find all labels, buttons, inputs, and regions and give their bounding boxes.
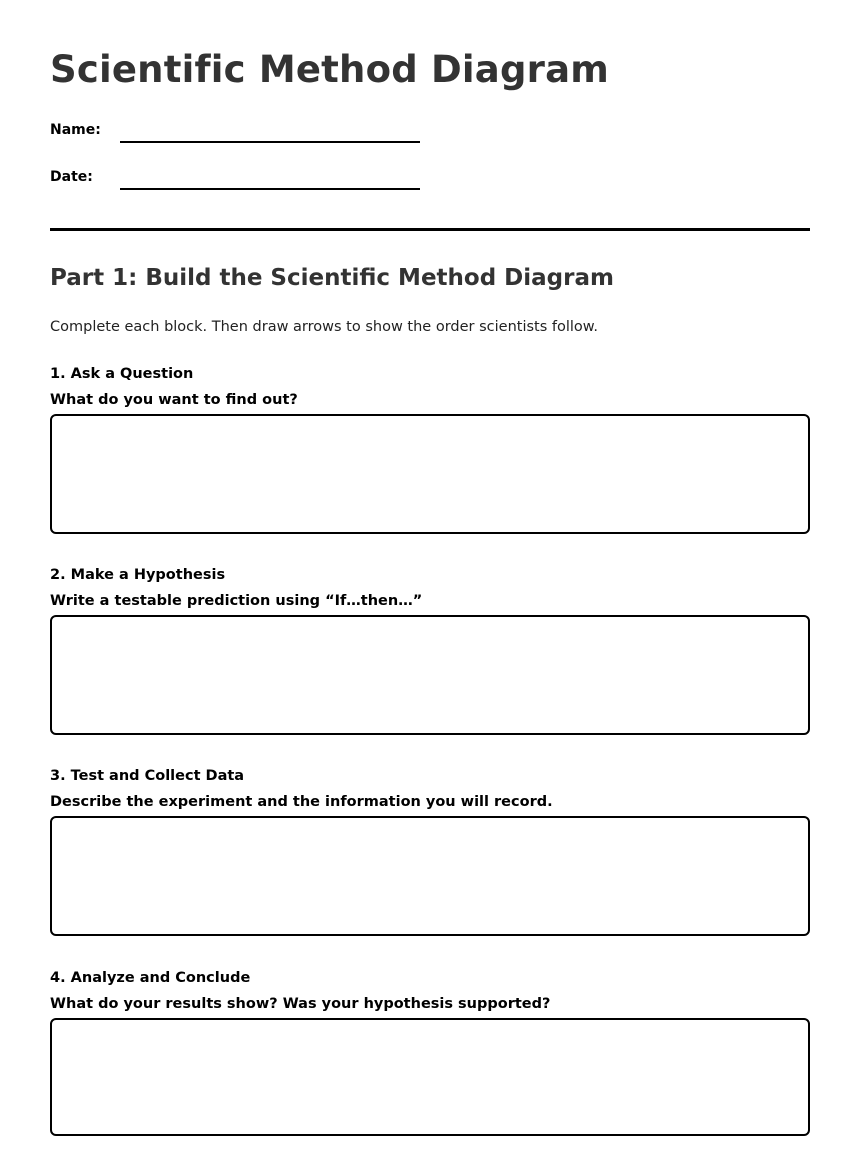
page-title: Scientific Method Diagram (50, 48, 610, 91)
section-title: Part 1: Build the Scientific Method Diagram (50, 265, 614, 291)
name-field-row (50, 122, 450, 152)
step-title: 4. Analyze and Conclude (50, 970, 251, 986)
step-prompt: What do your results show? Was your hypothesis supported? (50, 996, 551, 1012)
experiment-answer-box[interactable] (50, 816, 810, 936)
step-title: 1. Ask a Question (50, 366, 194, 382)
step-prompt: What do you want to find out? (50, 392, 298, 408)
date-label: Date: (50, 169, 93, 185)
hypothesis-answer-box[interactable] (50, 615, 810, 735)
step-prompt: Describe the experiment and the information you will record. (50, 794, 553, 810)
step-prompt: Write a testable prediction using “If…then…” (50, 593, 423, 609)
name-label: Name: (50, 122, 101, 138)
instructions-text: Complete each block. Then draw arrows to show the order scientists follow. (50, 319, 598, 335)
name-line[interactable] (120, 141, 420, 143)
step-title: 3. Test and Collect Data (50, 768, 245, 784)
header-divider (50, 228, 810, 231)
question-answer-box[interactable] (50, 414, 810, 534)
date-line[interactable] (120, 188, 420, 190)
date-field-row (50, 169, 450, 199)
step-title: 2. Make a Hypothesis (50, 567, 226, 583)
conclusion-answer-box[interactable] (50, 1018, 810, 1136)
